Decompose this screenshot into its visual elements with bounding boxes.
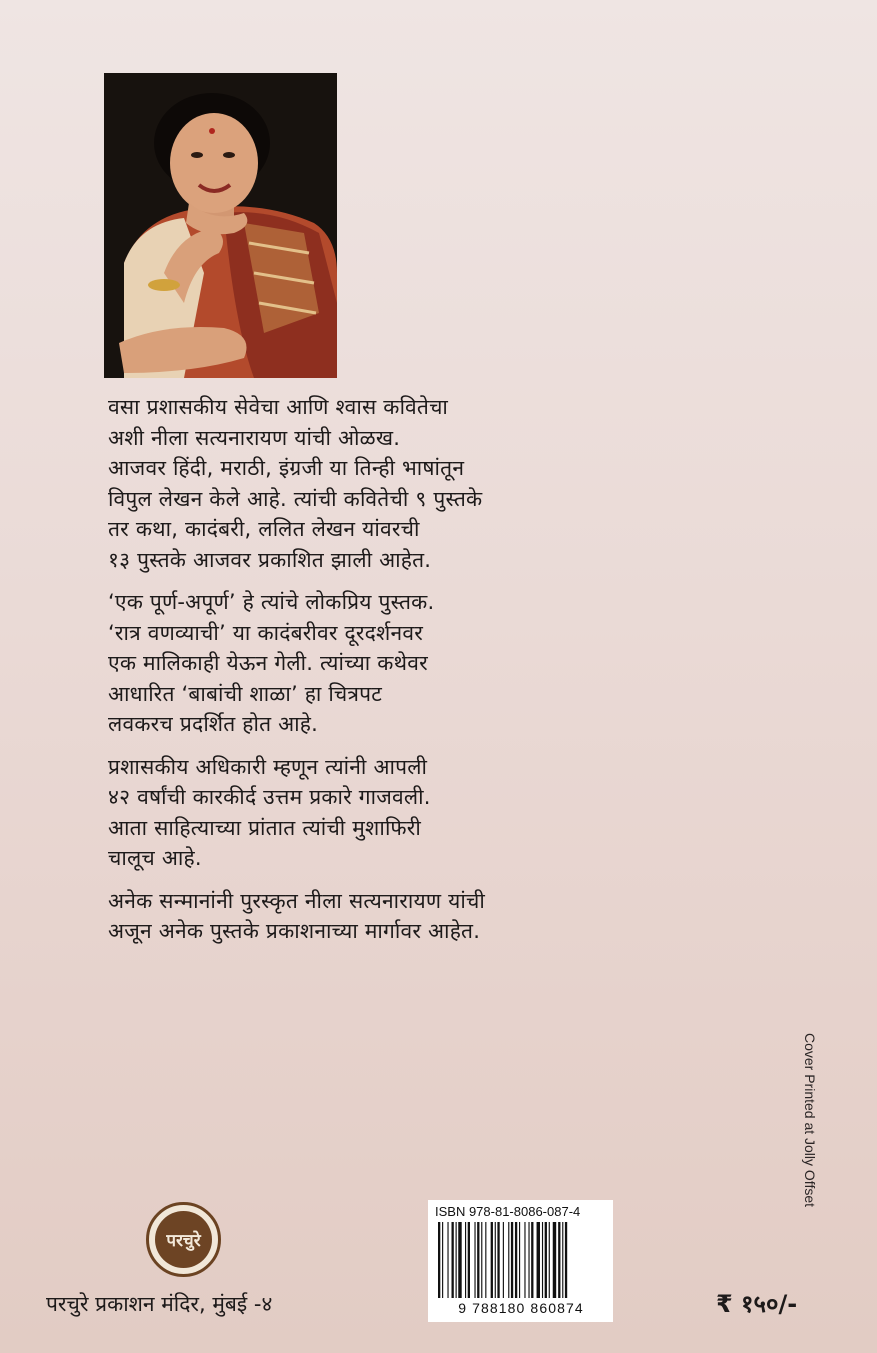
bio-line: तर कथा, कादंबरी, ललित लेखन यांवरची (108, 517, 420, 541)
bio-paragraph-4 (108, 886, 628, 947)
bio-line: आता साहित्याच्या प्रांतात त्यांची मुशाफिरी (108, 815, 422, 840)
author-bio (108, 392, 628, 959)
price: ₹ १५०/- (716, 1290, 798, 1318)
publisher-logo (146, 1202, 221, 1277)
bio-line: लवकरच प्रदर्शित होत आहे. (108, 712, 319, 736)
bio-line: प्रशासकीय अधिकारी म्हणून त्यांनी आपली (108, 754, 428, 779)
bio-line: अशी नीला सत्यनारायण यांची ओळख. (108, 425, 401, 450)
bio-line: अजून अनेक पुस्तके प्रकाशनाच्या मार्गावर आहेत. (108, 919, 481, 943)
bio-line: आधारित ‘बाबांची शाळा’ हा चित्रपट (108, 681, 383, 706)
bio-line: विपुल लेखन केले आहे. त्यांची कवितेची ९ पुस्तके (108, 486, 483, 511)
publisher-name: परचुरे प्रकाशन मंदिर, मुंबई -४ (46, 1292, 273, 1316)
bio-paragraph-1 (108, 392, 628, 575)
isbn-label: ISBN 978-81-8086-087-4 (435, 1204, 581, 1219)
publisher-logo-text: परचुरे (155, 1211, 212, 1268)
bio-line: १३ पुस्तके आजवर प्रकाशित झाली आहेत. (108, 547, 432, 572)
bio-paragraph-2 (108, 587, 628, 740)
bio-line: ‘एक पूर्ण-अपूर्ण’ हे त्यांचे लोकप्रिय पुस्तक. (108, 590, 435, 614)
bio-line: वसा प्रशासकीय सेवेचा आणि श्वास कवितेचा (108, 395, 449, 419)
barcode-icon (436, 1222, 606, 1298)
bio-paragraph-3 (108, 752, 628, 874)
bio-line: चालूच आहे. (108, 846, 202, 870)
bio-line: एक मालिकाही येऊन गेली. त्यांच्या कथेवर (108, 651, 428, 675)
author-portrait-image (104, 73, 337, 378)
bio-line: ‘रात्र वणव्याची’ या कादंबरीवर दूरदर्शनवर (108, 620, 424, 645)
bio-line: ४२ वर्षांची कारकीर्द उत्तम प्रकारे गाजवली. (108, 785, 431, 809)
bio-line: आजवर हिंदी, मराठी, इंग्रजी या तिन्ही भाषांतून (108, 456, 465, 480)
author-photo (104, 73, 337, 378)
bio-line: अनेक सन्मानांनी पुरस्कृत नीला सत्यनारायण यांची (108, 888, 485, 913)
printer-credit (795, 1020, 825, 1220)
barcode-number: 9 788180 860874 (458, 1300, 584, 1316)
printer-credit-text: Cover Printed at Jolly Offset (802, 1032, 818, 1208)
isbn-barcode-block (428, 1200, 613, 1322)
